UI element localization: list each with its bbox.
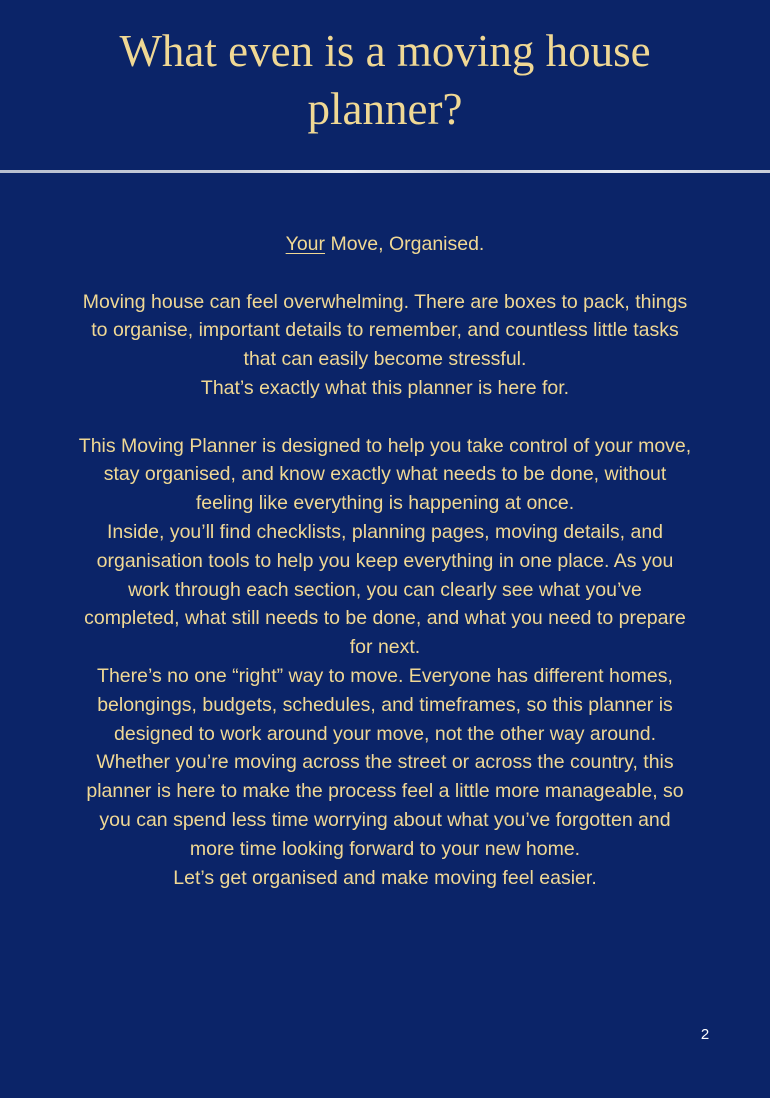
detail-paragraph: This Moving Planner is designed to help you take control of your move, stay organised, and know exactly what needs to be done, without feeling like everything is happening at once. bbox=[78, 434, 692, 515]
title-divider bbox=[0, 170, 770, 173]
detail-paragraph: Whether you’re moving across the street or across the country, this planner is here to make the process feel a little more manageable, so you can spend less time worrying about what you’ve forgotten and more time looking forward to your new home. bbox=[86, 751, 684, 860]
closing-line: Let’s get organised and make moving feel easier. bbox=[173, 866, 597, 889]
tagline-emphasis: Your bbox=[285, 233, 326, 255]
tagline bbox=[78, 230, 692, 259]
paragraph-gap bbox=[78, 259, 692, 288]
paragraph-gap bbox=[78, 403, 692, 432]
detail-paragraph: Inside, you’ll find checklists, planning pages, moving details, and organisation tools to help you keep everything in one place. As you work through each section, you can clearly see what you’ve completed, what still needs to be done, and what you need to prepare for next. bbox=[84, 520, 686, 659]
page-number: 2 bbox=[700, 1026, 710, 1043]
body-text bbox=[78, 230, 692, 892]
intro-paragraph: Moving house can feel overwhelming. There are boxes to pack, things to organise, important details to remember, and countless little tasks that can easily become stressful. bbox=[82, 290, 688, 371]
intro-paragraph: That’s exactly what this planner is here for. bbox=[200, 376, 570, 399]
detail-paragraph: There’s no one “right” way to move. Everyone has different homes, belongings, budgets, schedules, and timeframes, so this planner is designed to work around your move, not the other way around. bbox=[97, 664, 673, 745]
page-title: What even is a moving house planner? bbox=[119, 26, 651, 134]
tagline-rest: Move, Organised. bbox=[325, 233, 485, 255]
